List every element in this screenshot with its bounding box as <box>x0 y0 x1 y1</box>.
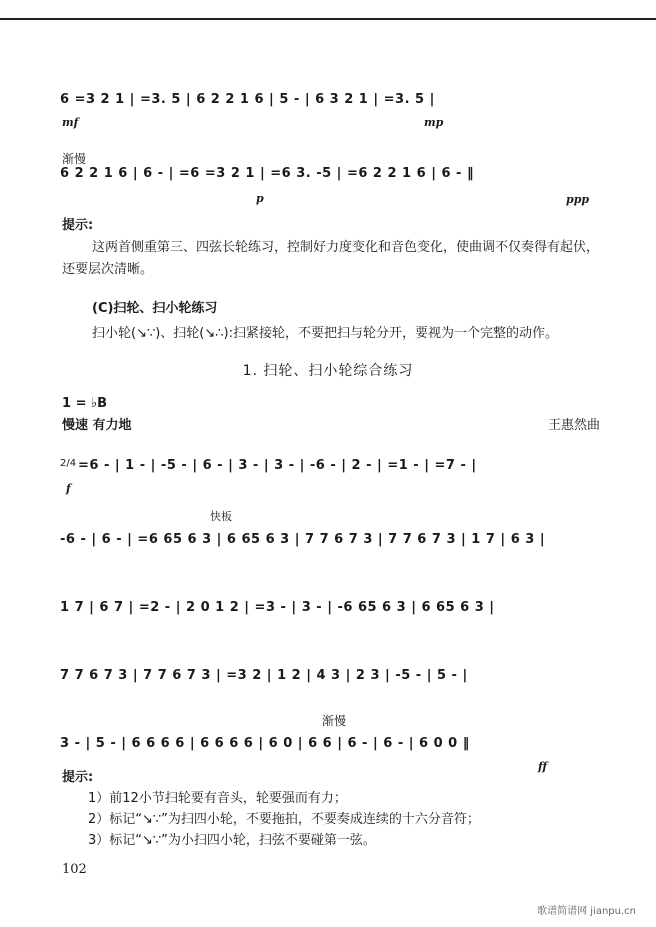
tip1-body-line2: 还要层次清晰。 <box>62 262 154 277</box>
piece-title: 1. 扫轮、扫小轮综合练习 <box>242 363 414 379</box>
dynamic-ppp: ppp <box>566 193 590 206</box>
tempo-marking: 慢速 有力地 <box>62 418 132 433</box>
section-description: 扫小轮(↘∵)、扫轮(↘∴):扫紧接轮，不要把扫与轮分开，要视为一个完整的动作。 <box>92 326 558 341</box>
dynamic-f: f <box>66 482 71 495</box>
footer-watermark: 歌谱简谱网 jianpu.cn <box>537 906 636 917</box>
dynamic-p: p <box>256 192 264 205</box>
tip2-item-1: 1）前12小节扫轮要有音头，轮要强而有力； <box>88 791 347 806</box>
score-line-3: =6 - | 1 - | -5 - | 6 - | 3 - | 3 - | -6 - | 2 - | =1 - | =7 - | <box>78 458 477 473</box>
tip1-body-line1: 这两首侧重第三、四弦长轮练习，控制好力度变化和音色变化，使曲调不仅奏得有起伏， <box>92 240 600 255</box>
tempo-kuaiban: 快板 <box>210 510 232 523</box>
tempo-jianman-2: 渐慢 <box>322 714 347 728</box>
tip1-heading: 提示: <box>62 218 94 233</box>
score-line-6: 7 7 6 7 3 | 7 7 6 7 3 | =3 2 | 1 2 | 4 3 | 2 3 | -5 - | 5 - | <box>60 668 468 683</box>
tempo-jianman-1: 渐慢 <box>62 152 87 166</box>
section-heading: (C)扫轮、扫小轮练习 <box>92 301 218 316</box>
score-line-4: -6 - | 6 - | =6 65 6 3 | 6 65 6 3 | 7 7 6 7 3 | 7 7 6 7 3 | 1 7 | 6 3 | <box>60 532 546 547</box>
top-border <box>0 18 656 20</box>
score-line-5: 1 7 | 6 7 | =2 - | 2 0 1 2 | =3 - | 3 - | -6 65 6 3 | 6 65 6 3 | <box>60 600 495 615</box>
score-line-2: 6 2 2 1 6 | 6 - | =6 =3 2 1 | =6 3. -5 | =6 2 2 1 6 | 6 - ‖ <box>60 166 474 181</box>
tip2-heading: 提示: <box>62 770 94 785</box>
score-line-1: 6 =3 2 1 | =3. 5 | 6 2 2 1 6 | 5 - | 6 3 2 1 | =3. 5 | <box>60 92 435 107</box>
dynamic-ff: ff <box>538 760 548 773</box>
tip2-item-3: 3）标记“↘∵”为小扫四小轮，扫弦不要碰第一弦。 <box>88 833 376 848</box>
score-line-7: 3 - | 5 - | 6 6 6 6 | 6 6 6 6 | 6 0 | 6 6 | 6 - | 6 - | 6 0 0 ‖ <box>60 736 470 751</box>
composer-credit: 王惠然曲 <box>548 418 601 433</box>
dynamic-mp: mp <box>424 116 444 129</box>
tip2-item-2: 2）标记“↘∵”为扫四小轮，不要拖拍，不要奏成连续的十六分音符； <box>88 812 480 827</box>
page-number: 102 <box>62 862 87 877</box>
dynamic-mf: mf <box>62 116 79 129</box>
key-signature: 1 = ♭B <box>62 396 108 411</box>
time-signature: 2/4 <box>60 458 77 469</box>
